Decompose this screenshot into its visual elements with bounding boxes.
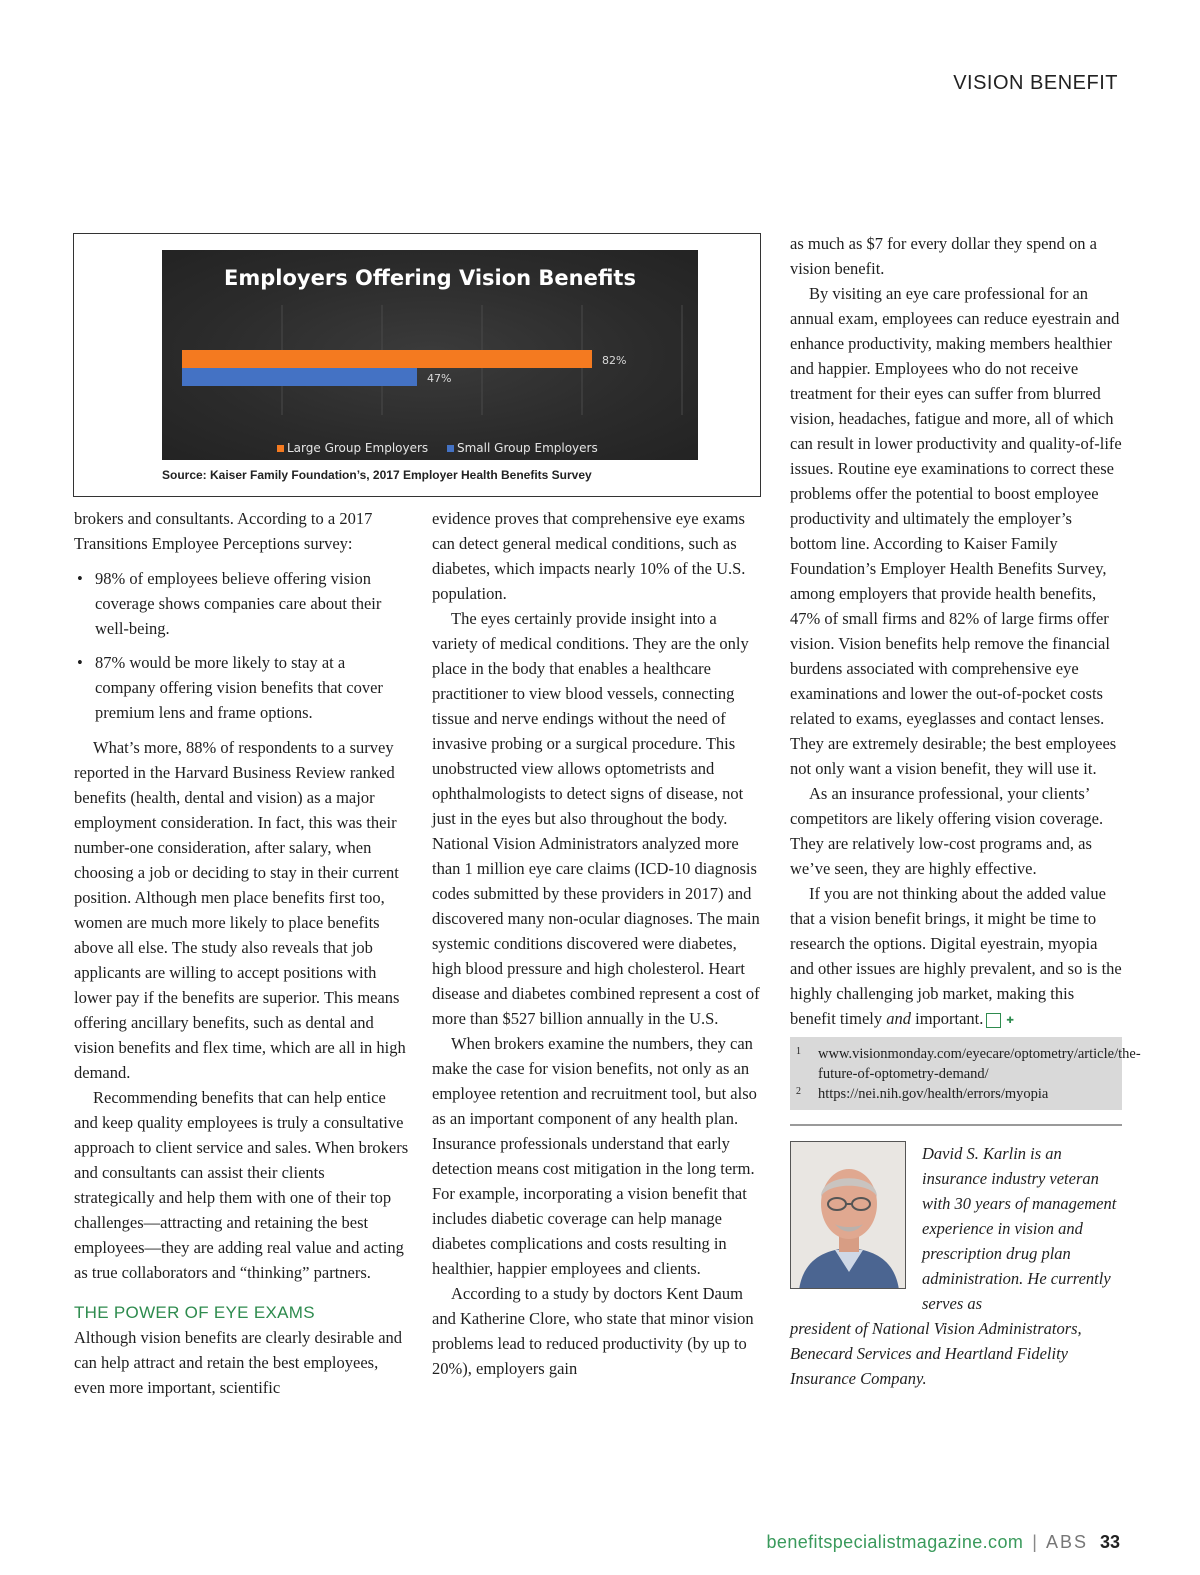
bar-large-group [182, 350, 592, 368]
paragraph: When brokers examine the numbers, they can make the case for vision benefits, not only as an employee retention and recruitment tool, but also as an important component of any health plan. Insurance professionals understand that early detection means cost mitigation in the long term. For example, incorporating a vision benefit that includes diabetic coverage can help manage diabetes complications and costs resulting in healthier, happier employees and clients. [432, 1034, 757, 1278]
section-header: VISION BENEFIT [953, 72, 1118, 94]
footnote: 2 https://nei.nih.gov/health/errors/myopia [796, 1086, 1049, 1102]
chart-panel [162, 250, 698, 460]
footer-separator: | [1032, 1532, 1037, 1552]
author-bio-text: president of National Vision Administrators, Benecard Services and Heartland Fidelity Insurance Company. [790, 1319, 1082, 1388]
legend-swatch [447, 445, 454, 452]
paragraph: Although vision benefits are clearly desirable and can help attract and retain the best employees, even more important, scientific [74, 1328, 403, 1397]
chart-source: Source: Kaiser Family Foundation’s, 2017 Employer Health Benefits Survey [162, 468, 592, 482]
footnote: 1 www.visionmonday.com/eyecare/optometry/article/the-future-of-optometry-demand/ [796, 1046, 1141, 1082]
column-2 [432, 506, 764, 1381]
legend-label: Small Group Employers [457, 441, 598, 455]
column-1 [74, 506, 409, 1400]
paragraph: By visiting an eye care professional for an annual exam, employees can reduce eyestrain and enhance productivity, making members healthier and happier. Employees who do not receive treatment for their eyes can suffer from blurred vision, headaches, fatigue and more, all of which can result in lower productivity and quality-of-life issues. Routine eye examinations to correct these problems offer the potential to boost employee productivity and ultimately the employer’s bottom line. According to Kaiser Family Foundation’s Employer Health Benefits Survey, among employers that provide health benefits, 47% of small firms and 82% of large firms offer vision. Vision benefits help remove the financial burdens associated with comprehensive eye examinations and lower the out-of-pocket costs related to exams, eyeglasses and contact lenses. They are extremely desirable; the best employees not only want a vision benefit, they will use it. [790, 284, 1122, 778]
paragraph: brokers and consultants. According to a 2017 Transitions Employee Perceptions survey: [74, 509, 373, 553]
footer-publication: ABS [1045, 1532, 1088, 1552]
bullet-list [74, 566, 409, 725]
author-photo [790, 1141, 906, 1289]
footer-site[interactable]: benefitspecialistmagazine.com [766, 1532, 1024, 1552]
paragraph: According to a study by doctors Kent Daum and Katherine Clore, who state that minor vision problems lead to reduced productivity (by up to 20%), employers gain [432, 1284, 754, 1378]
bar-chart [162, 250, 698, 460]
author-bio-text: David S. Karlin is an insurance industry veteran with 30 years of management experience in vision and prescription drug plan administration. He currently serves as [922, 1144, 1117, 1313]
author-bio [790, 1141, 1122, 1391]
legend-swatch [277, 445, 284, 452]
chart-title: Employers Offering Vision Benefits [224, 266, 636, 290]
page-footer [767, 1532, 1120, 1553]
subheading: THE POWER OF EYE EXAMS [74, 1303, 315, 1322]
chart-figure [73, 233, 761, 497]
data-label: 82% [602, 354, 627, 367]
paragraph: Recommending benefits that can help entice and keep quality employees is truly a consultative approach to client service and sales. When brokers and consultants can assist their clients strategically and help them with one of their top challenges—attracting and retaining the best employees—they are adding real value and acting as true collaborators and “thinking” partners. [74, 1088, 409, 1282]
column-3 [790, 231, 1141, 1391]
paragraph: What’s more, 88% of respondents to a survey reported in the Harvard Business Review ranked benefits (health, dental and vision) as a major employment consideration. In fact, this was their number-one consideration, after salary, when choosing a job or deciding to stay in their current position. Although men place benefits first too, women are much more likely to place benefits above all else. The study also reveals that job applicants are willing to accept positions with lower pay if the benefits are superior. This means offering ancillary benefits, such as dental and vision benefits and flex time, which are all in high demand. [74, 738, 406, 1082]
bullet-item: • 98% of employees believe offering vision coverage shows companies care about their well-being. [74, 566, 409, 641]
footnote-link[interactable]: www.visionmonday.com/eyecare/optometry/article/the-future-of-optometry-demand/ [818, 1046, 1141, 1082]
bar-small-group [182, 368, 417, 386]
data-label: 47% [427, 372, 452, 385]
page-number: 33 [1099, 1532, 1120, 1552]
paragraph: evidence proves that comprehensive eye exams can detect general medical conditions, such as diabetes, which impacts nearly 10% of the U.S. population. [432, 509, 746, 603]
divider [790, 1124, 1122, 1126]
paragraph: The eyes certainly provide insight into a variety of medical conditions. They are the only place in the body that enables a healthcare practitioner to view blood vessels, connecting tissue and nerve endings without the need of invasive probing or a surgical procedure. This unobstructed view allows optometrists and ophthalmologists to detect signs of disease, not just in the eyes but also throughout the body. National Vision Administrators analyzed more than 1 million eye care claims (ICD-10 diagnosis codes submitted by these providers in 2017) and discovered many non-ocular diagnoses. The main systemic conditions discovered were diabetes, high blood pressure and high cholesterol. Heart disease and diabetes combined represent a cost of more than $527 billion annually in the U.S. [432, 609, 760, 1028]
bullet-item: • 87% would be more likely to stay at a company offering vision benefits that cover premium lens and frame options. [74, 650, 409, 725]
footnote-link[interactable]: https://nei.nih.gov/health/errors/myopia [818, 1086, 1049, 1102]
article-end-icon: ✚ [986, 1013, 1001, 1028]
paragraph: As an insurance professional, your clients’ competitors are likely offering vision coverage. They are relatively low-cost programs and, as we’ve seen, they are highly effective. [790, 784, 1104, 878]
legend-label: Large Group Employers [287, 441, 429, 455]
footnotes [790, 1037, 1141, 1110]
paragraph: as much as $7 for every dollar they spend on a vision benefit. [790, 234, 1097, 278]
closing-paragraph: If you are not thinking about the added value that a vision benefit brings, it might be time to research the options. Digital eyestrain, myopia and other issues are highly prevalent, and so is the highly challenging job market, making this benefit timely and important. ✚ [790, 884, 1122, 1028]
